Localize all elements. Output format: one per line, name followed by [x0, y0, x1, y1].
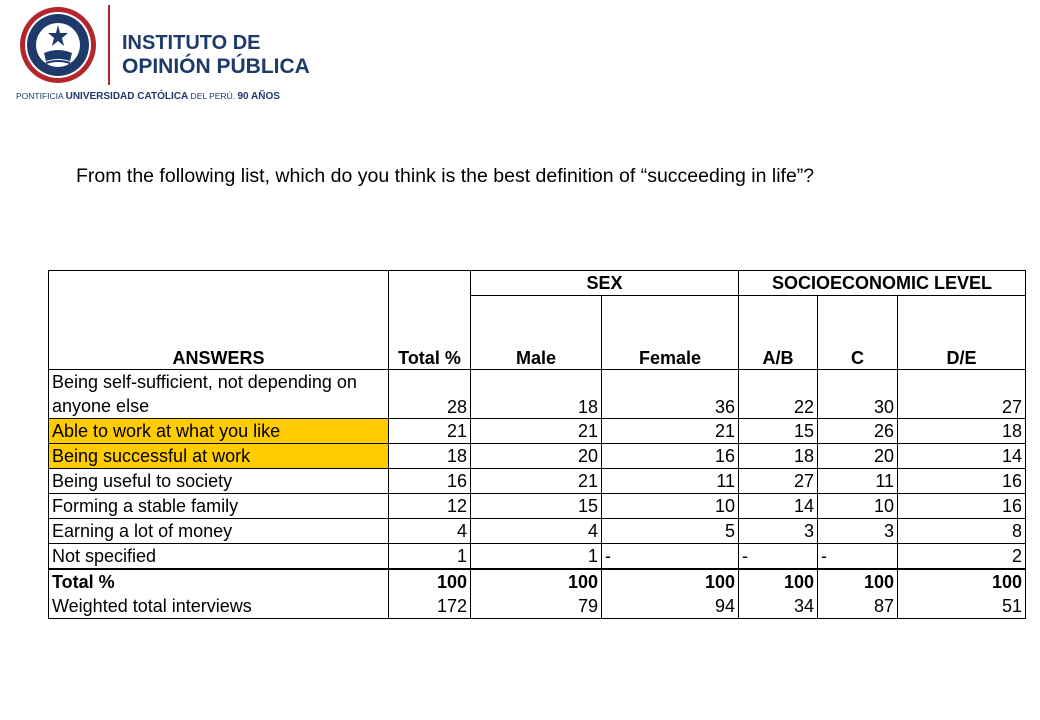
weighted-cell-female: 94	[602, 594, 739, 619]
table-row	[49, 370, 1026, 419]
total-cell-ab: 100	[739, 569, 818, 594]
col-header-total: Total %	[389, 296, 471, 370]
col-header-c: C	[818, 296, 898, 370]
table-row	[49, 469, 1026, 494]
row-label: Able to work at what you like	[49, 419, 389, 444]
col-header-ab: A/B	[739, 296, 818, 370]
university-tagline: PONTIFICIA UNIVERSIDAD CATÓLICA DEL PERÚ. 90 AÑOS	[16, 91, 280, 102]
table-row	[49, 444, 1026, 469]
cell-c: 30	[818, 370, 898, 419]
weighted-cell-de: 51	[898, 594, 1026, 619]
cell-ab: -	[739, 544, 818, 570]
cell-female: 11	[602, 469, 739, 494]
institute-name-line2: OPINIÓN PÚBLICA	[122, 55, 310, 78]
header-blank-answers	[49, 271, 389, 296]
col-header-male: Male	[471, 296, 602, 370]
header-blank-total	[389, 271, 471, 296]
row-label: Not specified	[49, 544, 389, 570]
total-cell-de: 100	[898, 569, 1026, 594]
cell-de: 16	[898, 494, 1026, 519]
cell-female: 21	[602, 419, 739, 444]
cell-c: 10	[818, 494, 898, 519]
institute-name-line1: INSTITUTO DE	[122, 32, 261, 54]
cell-total: 12	[389, 494, 471, 519]
cell-de: 18	[898, 419, 1026, 444]
total-row	[49, 569, 1026, 594]
cell-male: 21	[471, 419, 602, 444]
table-row	[49, 419, 1026, 444]
row-label: Earning a lot of money	[49, 519, 389, 544]
results-table	[48, 270, 1026, 619]
cell-c: 3	[818, 519, 898, 544]
cell-total: 28	[389, 370, 471, 419]
cell-female: 5	[602, 519, 739, 544]
col-header-de: D/E	[898, 296, 1026, 370]
total-cell-c: 100	[818, 569, 898, 594]
cell-ab: 14	[739, 494, 818, 519]
cell-total: 4	[389, 519, 471, 544]
weighted-row-label: Weighted total interviews	[49, 594, 389, 619]
cell-total: 16	[389, 469, 471, 494]
cell-c: 20	[818, 444, 898, 469]
cell-male: 21	[471, 469, 602, 494]
cell-total: 18	[389, 444, 471, 469]
cell-female: -	[602, 544, 739, 570]
weighted-cell-ab: 34	[739, 594, 818, 619]
cell-de: 2	[898, 544, 1026, 570]
cell-total: 21	[389, 419, 471, 444]
cell-ab: 27	[739, 469, 818, 494]
table-row	[49, 494, 1026, 519]
cell-c: -	[818, 544, 898, 570]
weighted-row	[49, 594, 1026, 619]
cell-male: 1	[471, 544, 602, 570]
cell-de: 16	[898, 469, 1026, 494]
col-header-female: Female	[602, 296, 739, 370]
cell-de: 27	[898, 370, 1026, 419]
cell-male: 15	[471, 494, 602, 519]
total-cell-total: 100	[389, 569, 471, 594]
table-row	[49, 519, 1026, 544]
ipo-pucp-logo	[16, 3, 316, 105]
total-row-label: Total %	[49, 569, 389, 594]
table-row	[49, 544, 1026, 570]
weighted-cell-total: 172	[389, 594, 471, 619]
cell-ab: 15	[739, 419, 818, 444]
logo-divider	[108, 5, 110, 85]
cell-c: 26	[818, 419, 898, 444]
column-header-row	[49, 296, 1026, 370]
group-header-sex: SEX	[471, 271, 739, 296]
cell-male: 20	[471, 444, 602, 469]
group-header-row	[49, 271, 1026, 296]
row-label: Being self-sufficient, not depending on anyone else	[49, 370, 389, 419]
cell-de: 8	[898, 519, 1026, 544]
cell-total: 1	[389, 544, 471, 570]
cell-ab: 18	[739, 444, 818, 469]
total-cell-female: 100	[602, 569, 739, 594]
university-seal-icon	[20, 7, 96, 83]
weighted-cell-c: 87	[818, 594, 898, 619]
cell-ab: 22	[739, 370, 818, 419]
col-header-answers: ANSWERS	[49, 296, 389, 370]
group-header-socioeconomic: SOCIOECONOMIC LEVEL	[739, 271, 1026, 296]
weighted-cell-male: 79	[471, 594, 602, 619]
row-label: Being successful at work	[49, 444, 389, 469]
cell-male: 4	[471, 519, 602, 544]
survey-question: From the following list, which do you think is the best definition of “succeeding in life”?	[76, 165, 815, 187]
total-cell-male: 100	[471, 569, 602, 594]
row-label: Being useful to society	[49, 469, 389, 494]
cell-de: 14	[898, 444, 1026, 469]
cell-ab: 3	[739, 519, 818, 544]
cell-c: 11	[818, 469, 898, 494]
row-label: Forming a stable family	[49, 494, 389, 519]
cell-female: 16	[602, 444, 739, 469]
cell-female: 36	[602, 370, 739, 419]
cell-female: 10	[602, 494, 739, 519]
cell-male: 18	[471, 370, 602, 419]
